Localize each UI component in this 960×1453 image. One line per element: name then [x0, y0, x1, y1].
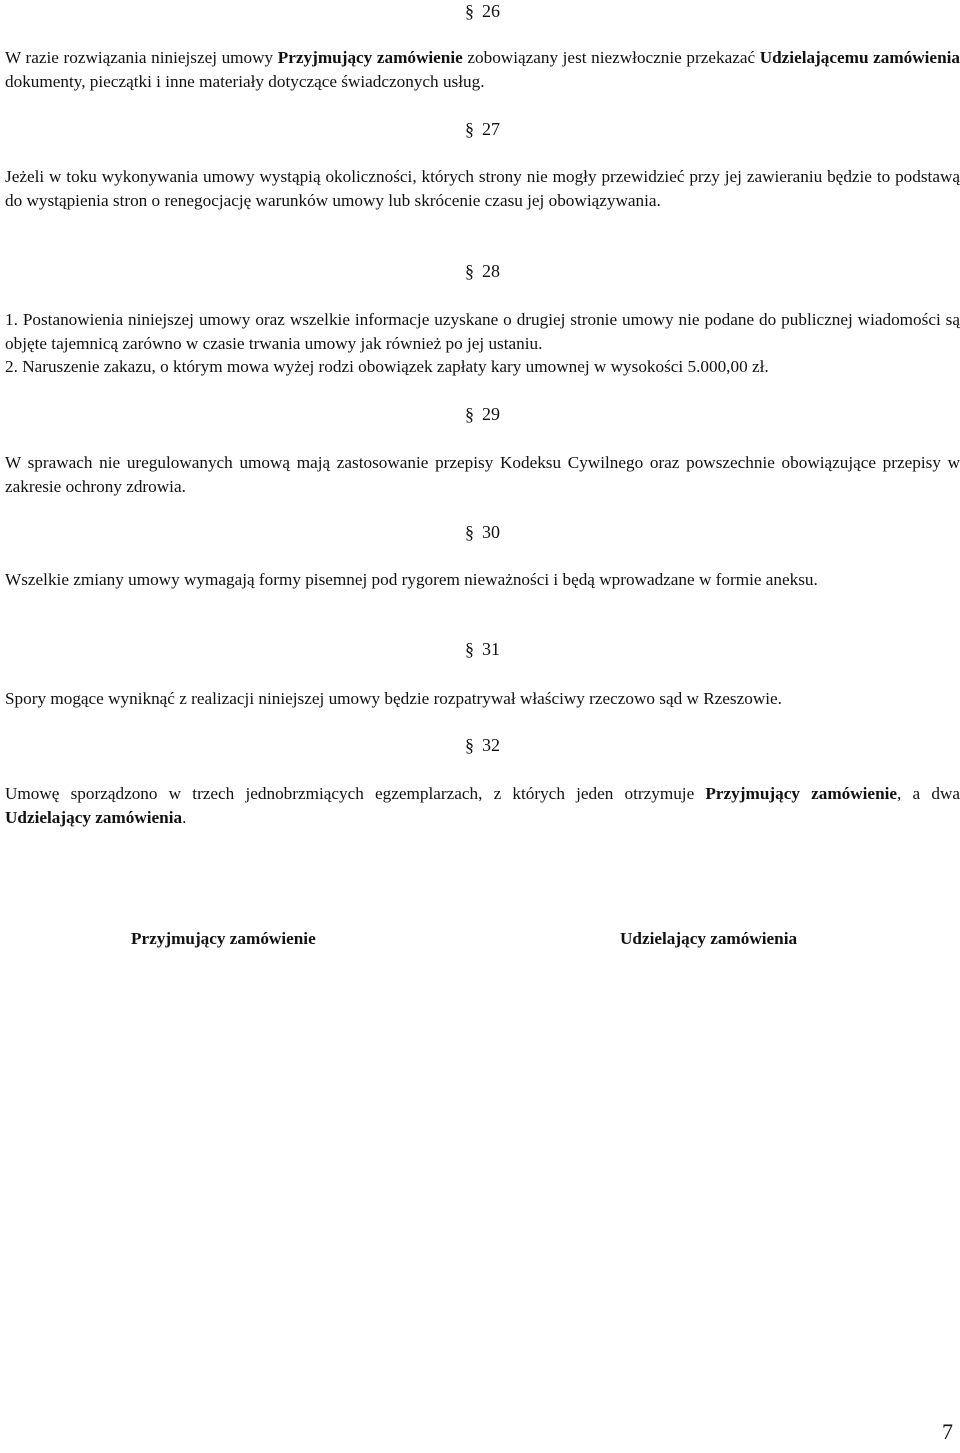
section-symbol: §	[465, 1, 474, 21]
section-heading-29	[5, 403, 960, 427]
signature-client: Udzielający zamówienia	[620, 929, 798, 948]
text-run: zobowiązany jest niezwłocznie przekazać	[462, 48, 760, 67]
list-item-2: 2. Naruszenie zakazu, o którym mowa wyżej rodzi obowiązek zapłaty kary umownej w wysokości 5.000,00 zł.	[5, 357, 769, 376]
signature-block	[5, 927, 960, 953]
section-heading-30	[5, 521, 960, 545]
section-number: 31	[482, 639, 500, 659]
section-heading-28	[5, 260, 960, 284]
section-heading-32	[5, 734, 960, 758]
party-name-client: Udzielający zamówienia	[5, 807, 183, 827]
signature-contractor: Przyjmujący zamówienie	[131, 929, 316, 948]
section-symbol: §	[465, 735, 474, 755]
section-30-paragraph: Wszelkie zmiany umowy wymagają formy pisemnej pod rygorem nieważności i będą wprowadzane w formie aneksu.	[5, 570, 818, 589]
section-heading-31	[5, 638, 960, 662]
section-symbol: §	[465, 639, 474, 659]
section-number: 26	[482, 1, 500, 21]
text-run: .	[182, 807, 187, 827]
section-number: 29	[482, 404, 500, 424]
section-symbol: §	[465, 404, 474, 424]
party-name-client: Udzielającemu zamówienia	[759, 48, 960, 67]
section-symbol: §	[465, 119, 474, 139]
section-31-paragraph: Spory mogące wyniknąć z realizacji niniejszej umowy będzie rozpatrywał właściwy rzeczowo sąd w Rzeszowie.	[5, 689, 782, 708]
section-28-list	[5, 308, 960, 379]
section-symbol: §	[465, 261, 474, 281]
section-26-paragraph	[5, 46, 960, 93]
party-name-contractor: Przyjmujący zamówienie	[705, 784, 898, 803]
section-number: 30	[482, 522, 500, 542]
section-heading-26	[5, 0, 960, 24]
section-27-paragraph: Jeżeli w toku wykonywania umowy wystąpią okoliczności, których strony nie mogły przewidzieć przy jej zawieraniu będzie to podstawą do wystąpienia stron o renegocjację warunków umowy lub skrócenie czasu jej obowiązywania.	[5, 167, 960, 210]
section-29-paragraph: W sprawach nie uregulowanych umową mają zastosowanie przepisy Kodeksu Cywilnego oraz powszechnie obowiązujące przepisy w zakresie ochrony zdrowia.	[5, 453, 960, 496]
party-name-contractor: Przyjmujący zamówienie	[277, 48, 463, 67]
section-number: 32	[482, 735, 500, 755]
section-number: 28	[482, 261, 500, 281]
page-number: 7	[942, 1419, 953, 1444]
text-run: dokumenty, pieczątki i inne materiały dotyczące świadczonych usług.	[5, 71, 485, 91]
text-run: , a dwa	[897, 784, 960, 803]
list-item-1: 1. Postanowienia niniejszej umowy oraz wszelkie informacje uzyskane o drugiej stronie umowy nie podane do publicznej wiadomości są objęte tajemnicą zarówno w czasie trwania umowy jak również po jej ustaniu.	[5, 310, 960, 353]
section-number: 27	[482, 119, 500, 139]
section-heading-27	[5, 118, 960, 142]
text-run: W razie rozwiązania niniejszej umowy	[5, 48, 278, 67]
section-symbol: §	[465, 522, 474, 542]
text-run: Umowę sporządzono w trzech jednobrzmiących egzemplarzach, z których jeden otrzymuje	[5, 784, 706, 803]
section-32-paragraph	[5, 782, 960, 829]
